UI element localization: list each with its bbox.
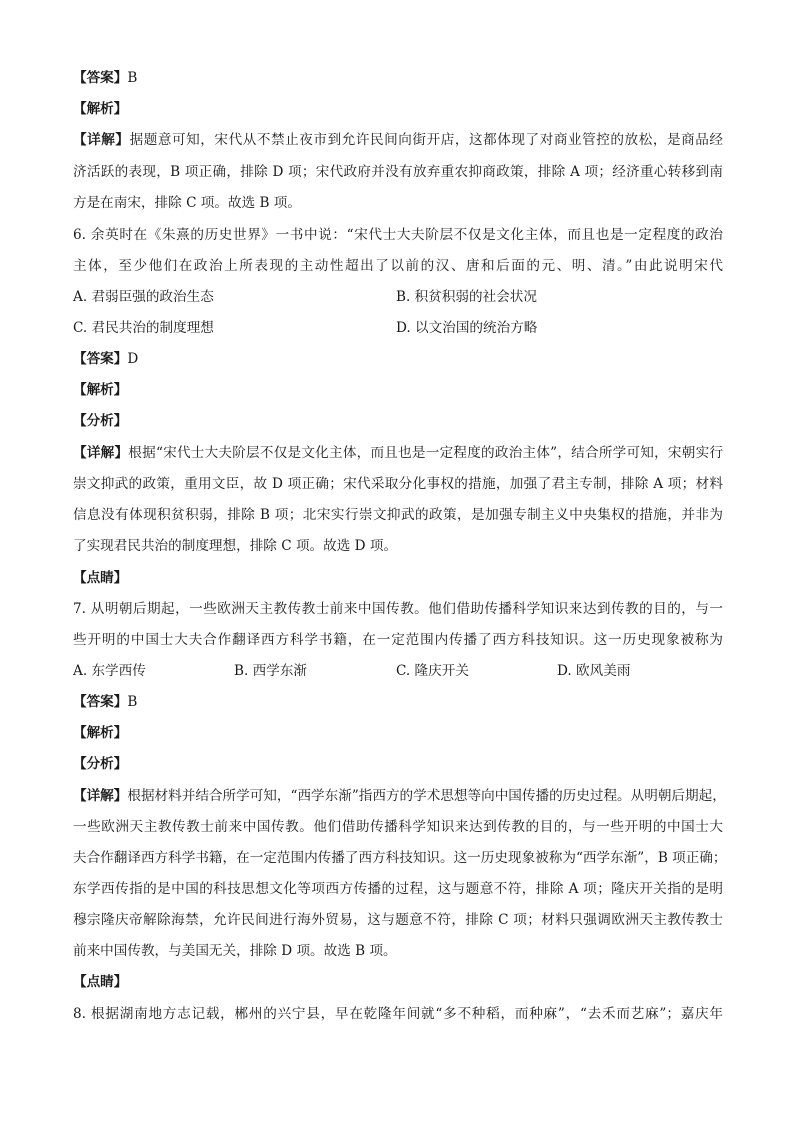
text-line	[73, 600, 723, 618]
line-text: B	[127, 694, 138, 710]
line-text: 穆宗隆庆帝解除海禁，允许民间进行海外贸易，这与题意不符，排除 C 项；材料只强调欧洲天主教传教士	[73, 912, 723, 928]
text-line	[73, 475, 723, 493]
section-tag: 【解析】	[73, 382, 128, 398]
section-tag: 【详解】	[73, 445, 129, 461]
text-line	[73, 226, 723, 244]
section-tag: 【点睛】	[73, 974, 128, 990]
line-text: D	[127, 351, 139, 367]
text-line	[73, 257, 723, 275]
answer-section-line	[73, 381, 127, 399]
section-tag: 【答案】	[73, 70, 128, 86]
line-text: 据题意可知，宋代从不禁止夜市到允许民间向街开店，这都体现了对商业管控的放松，是商品经	[129, 132, 724, 148]
choice-option: A. 君弱臣强的政治生态	[73, 289, 214, 305]
text-line	[73, 631, 723, 649]
text-line	[73, 194, 301, 212]
section-tag: 【分析】	[73, 413, 128, 429]
section-tag: 【分析】	[73, 756, 128, 772]
choice-option: D. 欧风美雨	[557, 663, 631, 679]
section-tag: 【答案】	[73, 694, 128, 710]
line-text: 前来中国传教，与美国无关，排除 D 项。故选 B 项。	[73, 943, 397, 959]
answer-section-line	[73, 350, 138, 368]
section-tag: 【详解】	[73, 788, 128, 804]
line-text: 东学西传指的是中国的科技思想文化等项西方传播的过程，这与题意不符，排除 A 项；隆庆开关指的是明	[73, 881, 723, 897]
line-text: 根据“宋代士大夫阶层不仅是文化主体，而且也是一定程度的政治主体”，结合所学可知，宋朝实行	[128, 445, 723, 461]
text-line	[73, 1005, 723, 1023]
answer-section-line	[73, 973, 127, 991]
line-text: 夫合作翻译西方科学书籍，在一定范围内传播了西方科技知识。这一历史现象被称为“西学东渐”，B 项正确；	[73, 850, 727, 866]
choice-option: A. 东学西传	[73, 663, 146, 679]
answer-section-line	[73, 69, 137, 87]
choice-option: D. 以文治国的统治方略	[396, 320, 538, 336]
line-text: 7. 从明朝后期起，一些欧洲天主教传教士前来中国传教。他们借助传播科学知识来达到传教的目的，与一	[73, 601, 723, 617]
line-text: 主体，至少他们在政治上所表现的主动性超出了以前的汉、唐和后面的元、明、清。”由此说明宋代	[73, 258, 723, 274]
answer-section-line	[73, 724, 127, 742]
text-line	[73, 506, 723, 524]
line-text: 了实现君民共治的制度理想，排除 C 项。故选 D 项。	[73, 538, 398, 554]
section-tag: 【详解】	[73, 132, 130, 148]
text-line	[73, 818, 723, 836]
answer-section-line	[73, 755, 127, 773]
line-text: 济活跃的表现，B 项正确，排除 D 项；宋代政府并没有放弃重农抑商政策，排除 A 项；经济重心转移到南	[73, 164, 723, 180]
line-text: B	[127, 70, 138, 86]
answer-section-line	[73, 569, 127, 587]
answer-section-line	[73, 787, 726, 805]
line-text: 一些欧洲天主教传教士前来中国传教。他们借助传播科学知识来达到传教的目的，与一些开明的中国士大	[73, 819, 723, 835]
line-text: 方是在南宋，排除 C 项。故选 B 项。	[73, 195, 301, 211]
text-line	[73, 911, 723, 929]
answer-section-line	[73, 412, 127, 430]
line-text: 8. 根据湖南地方志记载，郴州的兴宁县，早在乾隆年间就“多不种稻，而种麻”，“去禾而艺麻”；嘉庆年	[73, 1006, 723, 1022]
line-text: 信息没有体现积贫积弱，排除 B 项；北宋实行崇文抑武的政策，是加强专制主义中央集权的措施，并非为	[73, 507, 723, 523]
answer-section-line	[73, 131, 723, 149]
text-line	[73, 537, 397, 555]
section-tag: 【解析】	[73, 725, 128, 741]
section-tag: 【解析】	[73, 101, 128, 117]
choice-option: C. 君民共治的制度理想	[73, 320, 214, 336]
text-line	[73, 880, 723, 898]
answer-section-line	[73, 444, 723, 462]
choice-option: C. 隆庆开关	[396, 663, 469, 679]
line-text: 根据材料并结合所学可知，“西学东渐”指西方的学术思想等向中国传播的历史过程。从明朝后期起，	[127, 788, 726, 804]
choice-option: B. 西学东渐	[234, 663, 308, 679]
answer-section-line	[73, 693, 137, 711]
choice-option: B. 积贫积弱的社会状况	[396, 289, 537, 305]
text-line	[73, 163, 723, 181]
line-text: 6. 余英时在《朱熹的历史世界》一书中说：“宋代士大夫阶层不仅是文化主体，而且也是一定程度的政治	[73, 227, 723, 243]
text-line	[73, 942, 397, 960]
answer-section-line	[73, 100, 127, 118]
line-text: 些开明的中国士大夫合作翻译西方科学书籍，在一定范围内传播了西方科技知识。这一历史现象被称为	[73, 632, 723, 648]
section-tag: 【答案】	[73, 351, 128, 367]
line-text: 崇文抑武的政策，重用文臣，故 D 项正确；宋代采取分化事权的措施，加强了君主专制，排除 A 项；材料	[73, 476, 723, 492]
section-tag: 【点睛】	[73, 570, 128, 586]
text-line	[73, 849, 727, 867]
